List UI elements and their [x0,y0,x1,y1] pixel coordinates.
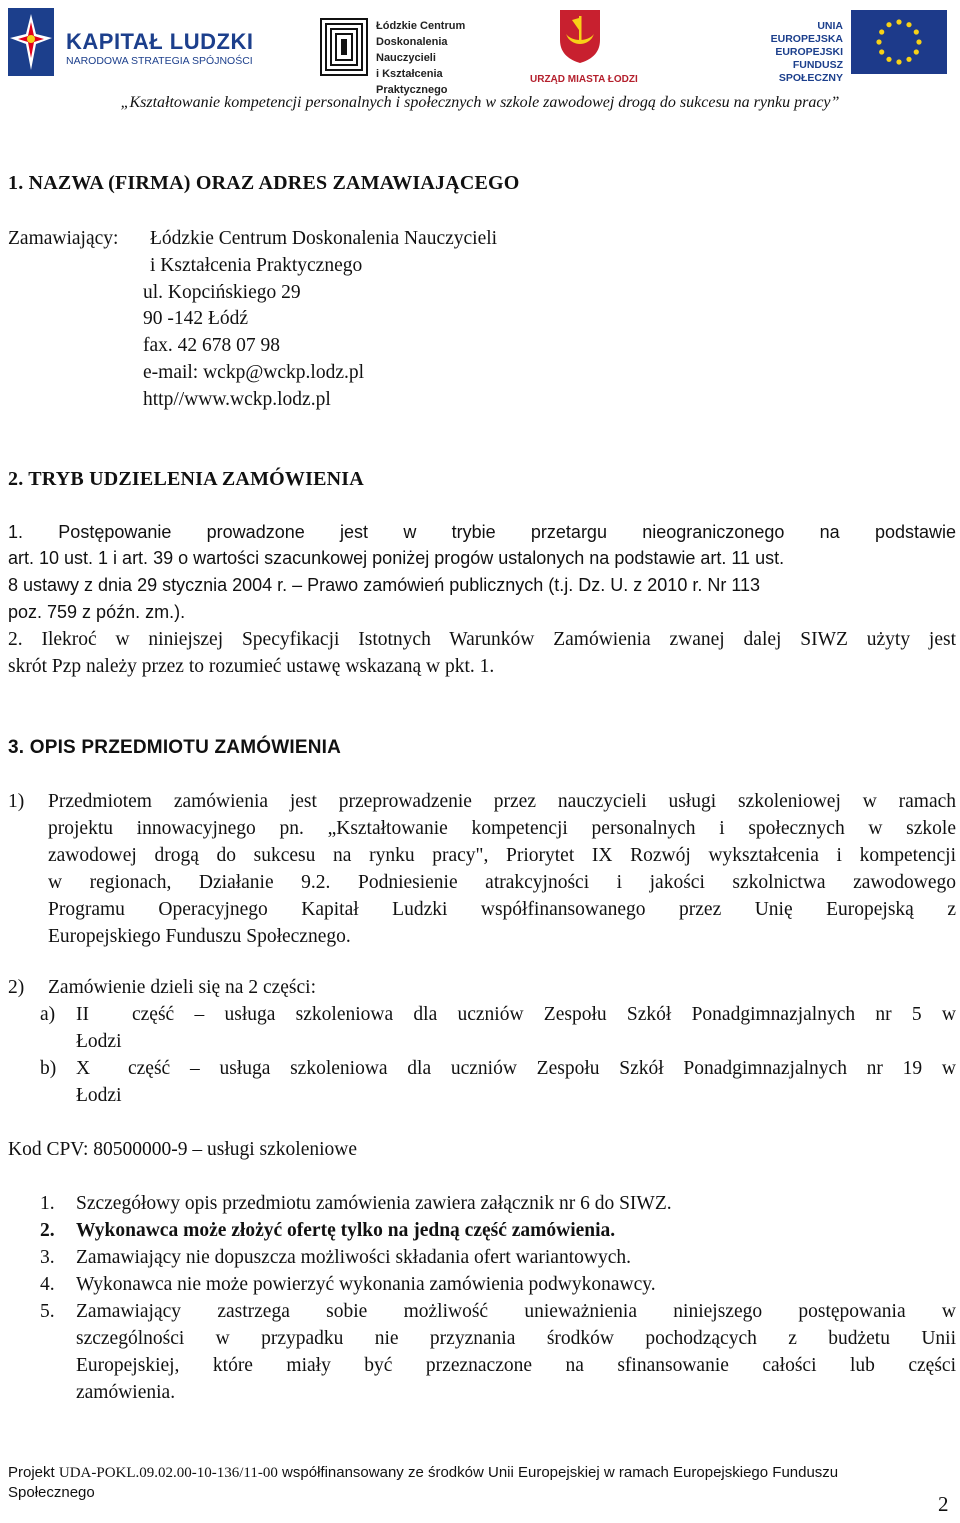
eu-logo-text: UNIA EUROPEJSKA EUROPEJSKI FUNDUSZ SPOŁECZNY [770,20,843,84]
point-number: 2. [40,1220,55,1241]
item-number: 1) [8,791,25,812]
item-line: Europejskiego Funduszu Społecznego. [48,926,351,947]
eu-logo [745,10,955,84]
item-line: Programu Operacyjnego Kapitał Ludzki współfinansowanego przez Unię Europejską z [48,899,956,920]
address-line: http//www.wckp.lodz.pl [143,389,331,410]
section-1-heading: 1. NAZWA (FIRMA) ORAZ ADRES ZAMAWIAJĄCEGO [8,172,520,194]
point-number: 3. [40,1247,55,1268]
point-text: szczególności w przypadku nie przyznania środków pochodzących z budżetu Unii [76,1328,956,1349]
part-letter: a) [40,1004,56,1025]
address-line: e-mail: wckp@wckp.lodz.pl [143,362,365,383]
paragraph-line: 8 ustawy z dnia 29 stycznia 2004 r. – Prawo zamówień publicznych (t.j. Dz. U. z 2010 r. Nr 113 [8,575,761,595]
point-text: Szczegółowy opis przedmiotu zamówienia zawiera załącznik nr 6 do SIWZ. [76,1193,672,1214]
point-number: 4. [40,1274,55,1295]
address-line: ul. Kopcińskiego 29 [143,282,301,303]
item-line: zawodowej drogą do sukcesu na rynku pracy", Priorytet IX Rozwój wykształcenia i kompetencji [48,845,956,866]
lcdn-logo-text: Łódzkie Centrum Doskonalenia Nauczycieli i Kształcenia Praktycznego [376,20,466,96]
paragraph-line: art. 10 ust. 1 i art. 39 o wartości szacunkowej poniżej progów ustalonych na podstawie art. 11 ust. [8,548,785,568]
lcdn-square-icon [320,18,368,76]
point-text: Zamawiający zastrzega sobie możliwość unieważnienia niniejszego postępowania w [76,1301,956,1322]
kapital-ludzki-star-icon [8,8,54,76]
urzad-miasta-lodzi-logo [528,8,638,85]
point-text: Wykonawca może złożyć ofertę tylko na jedną część zamówienia. [76,1220,616,1241]
point-number: 5. [40,1301,55,1322]
part-text: część – usługa szkoleniowa dla uczniów Zespołu Szkół Ponadgimnazjalnych nr 5 w [132,1004,956,1025]
footer-text: współfinansowany ze środków Unii Europejskiej w ramach Europejskiego Funduszu [282,1464,839,1481]
project-tagline: „Kształtowanie kompetencji personalnych i społecznych w szkole zawodowej drogą do sukcesu na rynku pracy” [120,94,840,111]
footer-label: Projekt [8,1464,55,1481]
lodz-crest-icon [558,8,602,64]
item-line: Przedmiotem zamówienia jest przeprowadzenie przez nauczycieli usługi szkoleniowej w ramach [48,791,956,812]
part-text: Łodzi [76,1031,122,1052]
footer-text-continued: Społecznego [8,1484,95,1501]
paragraph-line: 2. Ilekroć w niniejszej Specyfikacji Istotnych Warunków Zamówienia zwanej dalej SIWZ użyty jest [8,629,956,650]
address-line: Łódzkie Centrum Doskonalenia Nauczycieli [150,228,498,249]
footer-project-code: UDA-POKL.09.02.00-10-136/11-00 [58,1465,278,1481]
part-roman: X [76,1058,91,1079]
section-2-heading: 2. TRYB UDZIELENIA ZAMÓWIENIA [8,468,364,490]
point-number: 1. [40,1193,55,1214]
kapital-ludzki-logo [8,8,254,78]
part-text: Łodzi [76,1085,122,1106]
page-number: 2 [938,1492,949,1516]
urzad-miasta-lodzi-text: URZĄD MIASTA ŁODZI [530,74,638,85]
address-line: 90 -142 Łódź [143,308,249,329]
lcdn-logo [320,18,490,96]
point-text: Europejskiej, które miały być przeznaczone na sfinansowanie całości lub części [76,1355,956,1376]
kapital-ludzki-subtitle: NARODOWA STRATEGIA SPÓJNOŚCI [66,55,253,67]
item-line: projektu innowacyjnego pn. „Kształtowanie kompetencji personalnych i społecznych w szkole [48,818,956,839]
part-roman: II [76,1004,89,1025]
point-text: zamówienia. [76,1382,176,1403]
point-text: Wykonawca nie może powierzyć wykonania zamówienia podwykonawcy. [76,1274,656,1295]
paragraph-line: skrót Pzp należy przez to rozumieć ustawę wskazaną w pkt. 1. [8,656,495,677]
part-letter: b) [40,1058,57,1079]
item-line: Zamówienie dzieli się na 2 części: [48,977,317,998]
item-line: w regionach, Działanie 9.2. Podniesienie atrakcyjności i jakości szkolnictwa zawodowego [48,872,956,893]
item-number: 2) [8,977,25,998]
cpv-code: Kod CPV: 80500000-9 – usługi szkoleniowe [8,1139,358,1160]
part-text: część – usługa szkoleniowa dla uczniów Zespołu Szkół Ponadgimnazjalnych nr 19 w [128,1058,956,1079]
point-text: Zamawiający nie dopuszcza możliwości składania ofert wariantowych. [76,1247,631,1268]
address-line: fax. 42 678 07 98 [143,335,281,356]
address-line: i Kształcenia Praktycznego [150,255,363,276]
kapital-ludzki-title: KAPITAŁ LUDZKI [66,29,254,54]
paragraph-line: 1. Postępowanie prowadzone jest w trybie przetargu nieograniczonego na podstawie [8,522,956,542]
paragraph-line: poz. 759 z późn. zm.). [8,602,186,622]
section-3-heading: 3. OPIS PRZEDMIOTU ZAMÓWIENIA [8,737,342,758]
page-footer [8,1463,908,1502]
ordering-party-label: Zamawiający: [8,228,119,249]
eu-flag-icon [851,10,947,74]
